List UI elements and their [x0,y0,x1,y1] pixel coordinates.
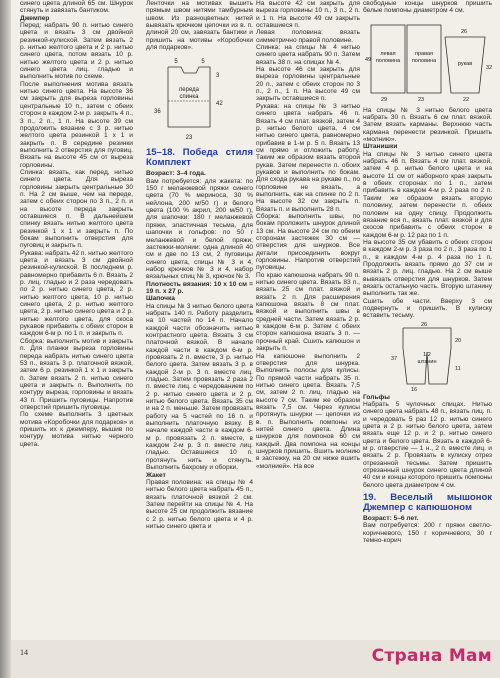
diagram-dim: 49 [365,56,372,63]
site-watermark-logo [372,646,492,666]
diagram-label: переда [179,87,199,94]
paragraph: Спинка: на спицы № 4 нитью синего цвета набрать 90 п. Затем вязать 38 п. на спицах № 4. [256,44,360,66]
paragraph: Левая половина: вязать симметрично правой половине. [256,29,360,44]
page-number: 14 [20,648,28,657]
diagram-dim: 42 [216,101,223,108]
diagram-dim: 26 [461,28,468,35]
diagram-label: правая [415,50,433,57]
diagram-dim: 20 [455,337,462,344]
paragraph: Сшить обе части. Вверху 3 см подвернуть и пришить. В кулиску вставить тесьму. [363,297,492,320]
diagram-label: рукав [457,60,473,67]
text-column-3 [256,0,360,612]
pants-pattern-diagram [363,322,492,392]
subheading-pants: Штанишки [363,143,398,151]
gauge-line: Плотность вязания: 10 х 10 см = 19 п. х 27 р. [146,280,253,295]
diagram-label: 1/2 [423,351,431,358]
diagram-dim: 36 [154,109,161,116]
paragraph: Сборка: выполнить мотив и закрыть п. Для планки выреза горловины переда набрать нитью синего цвета 53 п., вязать 3 р. платочной вязкой, затем 6 р. резинкой 1 х 1 и закрыть п. Затем вязать 2 п. нитью синего цвета и закрыть п. Выполнить по контуру выреза, горловины и вязать 43 п. Пришить пуговицы. Напротив отверстий пришить пуговицы. [20,337,133,411]
diagram-label: левая [380,50,396,57]
subheading-socks: Гольфы [363,393,390,401]
diagram-dim: 5 [201,59,205,66]
paragraph: Вам потребуется: 200 г пряжи светло-коричневого, 150 г коричневого, 30 г темно-корич [363,522,492,545]
diagram-dim: 16 [411,386,418,392]
text-column-2 [146,0,253,612]
diagram-dim: 37 [391,355,398,362]
diagram-dim: 23 [418,96,425,103]
subheading-jacket: Жакет [146,471,166,479]
paragraph: Рукава: набрать 42 п. нитью желтого цвета и вязать 3 см двойной резинкой-кулиской. В последнем р. равномерно прибавить 6 п. Вязать 2 р. лиц. гладью и 2 раза чередовать по 2 р. нитью синего цвета, 2 р. нитью желтого цвета, 10 р. нитью синего цвета, 2 р. нитью желтого цвета, 2 р. нитью синего цвета и 2 р. нитью желтого цвета, для скоса рукавов прибавить с обеих сторон в каждом 6-м р. по 1 п. и закрыть п. [20,249,133,338]
diagram-dim: 29 [381,96,388,103]
paragraph: Спинка: вязать, как перед, нитью синего цвета. Для выреза горловины закрыть центральные 30 п. На 2 см выше, чем на переде, затем с обеих сторон по 3 п., 2 п. и на высоте переда закрыть оставшиеся п. В дальнейшем спинку вязать нитью желтого цвета резинкой 1 х 1 и закрыть п. По бокам выполнить отверстия для пуговиц и закрыть п. [20,168,133,250]
diagram-label: штанин [417,358,437,365]
paragraph: По схеме выполнить 3 цветных мотива «Коробочки для подарков» и пришить их к джемперу, вышив по контуру мотива нитью черного цвета. [20,411,133,448]
subheading-jumper: Джемпер [20,14,50,22]
diagram-dim: 22 [463,96,470,103]
diagram-dim: 26 [421,321,428,328]
watermark-text: Страна Мам [371,646,492,666]
paragraph: Сборка: выполнить швы, по бокам проложить шнурок длиной 13 см. На высоте 24 см по обеим сторонам застежек 30 см — отверстия для шнурков. Все детали присоединить вокруг горловины. Напротив отверстий пуговицы. [256,212,360,272]
paragraph: На капюшоне выполнить 2 отверстия для шнурка. Выполнить полосы для кулисы. По прямой части набрать 35 п. нитью синего цвета. Вязать 7,5 см, затем 2 п. лиц. гладью на высоте 7 см. Таким же образом вязать 7,5 см. Через кулисы протянуть шнурки — цепочки из в. п. Выполнить помпоны из нитей синего цвета. Длина шнурков для помпонов 60 см каждый. Два помпона на концы шнурков пришить. Вшить молнию в застежку, на 20 см ниже вшить «молнией». На все [256,352,360,470]
paragraph: На спицы № 3 нитью белого цвета набрать 140 п. Работу разделить на 10 частей по 14 п. Начало каждой части обозначить нитью контрастного цвета. Вязать 3 см платочной вязкой. В начале каждой части в каждом 6-м р. провязать 2 п. вместе, 3 р. нитью белого цвета. Затем вязать 3 р. в каждой 2-м р. 3 п. вместе лиц. гладью. Затем провязать 2 раза 2 п. вместе лиц. с чередованием по 2 р. нитью синего цвета и 2 р. нитью белого цвета. Вязать 35 см и на 2 п. меньше. Затем провязать работу на 5 частей по 16 п. и выполнить платочную вязку. В начале каждой части в каждом 6-м р. провязать 2 п. вместе, в каждом 2-м р. 3 п. вместе лиц. гладью. Оставшиеся 10 п. протянуть нить и стянуть. Выполнить бахрому и оборки. [146,302,253,472]
diagram-dim: 3 [216,73,220,80]
diagram-label: половина [375,57,401,64]
paragraph: По краю капюшона набрать 90 п. нитью синего цвета. Вязать 83 п., вязать 25 см плат. вязкой и вязать 2 п. Для расширения капюшона вязать 8 см плат. вязкой и выполнить швы в средней части. Затем вязать 2 р. в каждом 6-м р. Затем с обеих сторон капюшона вязать 3 п. — прочный край. Сшить капюшон и закрыть п. [256,271,360,353]
paragraph: Рукава: на спицы № 3 нитью синего цвета набрать 46 п. Вязать 4 см плат. вязкой, затем 4 р. нитью белого цвета, 4 см нитью синего цвета, равномерно прибавив в 1-м р. 5 п. Вязать 13 см прямо и отложить работу. Таким же образом вязать второй рукав. Затем перенести п. обоих рукавов и выполнить по бокам. Для схода рукава на рукаве п., по горловине не вязать, а выполнить, как на спинке по 2 п. На высоте 32 см закрыть п. Вязать п. и выполнить 28 п. [256,102,360,213]
paragraph: После выполнения мотива вязать нитью синего цвета. На высоте 36 см закрыть для выреза горловины центральные 10 п., затем с обеих сторон в каждом 2-м р. закрыть 4 п., 3 п., 2 п., 1 п. На высоте 39 см продолжить вязание с 3 р. нитью желтого цвета резинкой 1 х 1 и закрыть п. В середине резинки выполнить 2 отверстия для пуговиц. Вязать на высоте 45 см от выреза горловины. [20,80,133,169]
age-line: Возраст: 5–6 лет. [363,515,419,523]
subheading-hat: Шапочка [146,295,175,303]
paragraph: На высоте 46 см закрыть для выреза горловины центральные 20 п., затем с обеих сторон по 3 п., 2 п., 1 п. На высоте 49 см закрыть оставшиеся п. [256,66,360,103]
paragraph: Правая половина: на спицы № 4 нитью белого цвета набрать 45 п., вязать платочной вязкой 2 см. Затем перейти на спицы № 4. На высоте 25 см продолжить вязание с 2 р. нитью белого цвета и 4 р. нитью синего цвета и [146,478,253,530]
page-spine [0,0,11,678]
paragraph: свободные концы шнурков пришить белые помпоны диаметром 4 см. [363,0,492,15]
paragraph: На спицы № 3 нитью синего цвета набрать 46 п. Вязать 4 см плат. вязкой, затем 4 р. нитью белого цвета и на высоте 11 см от наборного края закрыть в обеих сторонах по 1 п., затем прибавить в каждом 4-м р. 2 раза по 2 п. Таким же образом вязать вторую половину, затем перенести п. обеих половин на одну спицу. Продолжить вязание вся п., вязать плат. вязкой и для скосов прибавить с обеих сторон в каждом 6-м р. 12 раз по 1 п. [363,150,492,239]
section-title-15-18: 15–18. Победа стиля Комплект [146,147,253,169]
text-column-1 [20,0,133,612]
paragraph: На спицы № 3 нитью белого цвета набрать 30 п. Вязать 6 см плат. вязкой. Затем вязать карманы. Верхнюю часть кармана перенести резинкой. Пришить «молнию». [363,106,492,144]
jacket-pattern-diagram [363,17,492,105]
paragraph: На высоте 42 см закрыть для выреза горловины 10 п., 3 п., 2 п. и 1 п. На высоте 49 см закрыть оставшиеся п. [256,0,360,30]
diagram-dim: 23 [185,135,193,142]
text-column-4 [363,0,492,612]
diagram-label: половина [411,57,437,64]
sweater-pattern-diagram [146,53,253,145]
diagram-dim: 5 [174,59,178,66]
section-title-19: 19. Веселый мышонок Джемпер с капюшоном [363,492,492,514]
paragraph: Набрать 5 чулочных спицах. Нитью синего цвета набрать 48 п., вязать лиц. п. и чередовать 5 раз 12 р. нитью синего цвета и 2 р. нитью белого цвета, затем вязать еще 12 р. и 2 р. нитью синего цвета и белого цвета. Вязать в каждой 6-м р. отверстие — 1 н., 2 п. вместе лиц. и вязать 2 р. Провязать в кулиску отрез отрезанной тесьмы. Затем пришить отрезанный шнурок синего цвета длиной 40 см и концы которого пришить помпоны белого цвета диаметром 4 см. [363,401,492,489]
paragraph: На высоте 35 см убавить с обеих сторон в каждом 2-м р. 3 раза по 2 п., 3 раза по 1 п., в каждом 4-м р. 4 раза по 1 п. Продолжить вязать прямо до 37 см и вязать 2 р. лиц. гладью. На 2 см выше вывязать отверстия для шнурков. Затем вязать остальную часть. Вторую штанину выполнить так же. [363,238,492,298]
paragraph: Вам потребуется: для жакета: по 150 г меланжевой пряжи синего цвета (70 % мериноса, 30 % нейлона, 200 м/50 г) и белого цвета (100 % акрил, 200 м/50 г), для шапочки: 180 г меланжевой пряжи, эластичная тесьма, для шапочки и гольфов: по 50 г меланжевой и белой пряжи; застежки-молнии: одна длиной 40 см и две по 13 см, 2 пуговицы синего цвета, спицы № 3 и 4, набор крючков № 3 и 4, набор вязальных спиц № 3, крючок № 3. [146,177,253,281]
paragraph: Ленточки на мотивах вышить прямым швом нитями тамбурным швом. Из разноцветных нитей вывязать крючком цепочки из в. п. длиной 20 см, завязать бантики и пришить на мотивы «Коробочки для подарков». [146,0,253,52]
paragraph: Перед: набрать 90 п. нитью синего цвета и вязать 3 см двойной резинкой-кулиской. Затем вязать 2 р. нитью желтого цвета и 2 р. нитью синего цвета, потом вязать 10 р. нитью желтого цвета и 2 р. нитью синего цвета лиц. гладью и выполнить мотив по схеме. [20,22,133,81]
paragraph: синего цвета длиной 65 см. Шнурок стянуть и завязать бантиком. [20,0,133,15]
diagram-dim: 11 [455,365,461,372]
age-line: Возраст: 3–4 года. [146,170,206,178]
diagram-label: спинка [179,94,199,101]
diagram-dim: 32 [486,64,492,71]
